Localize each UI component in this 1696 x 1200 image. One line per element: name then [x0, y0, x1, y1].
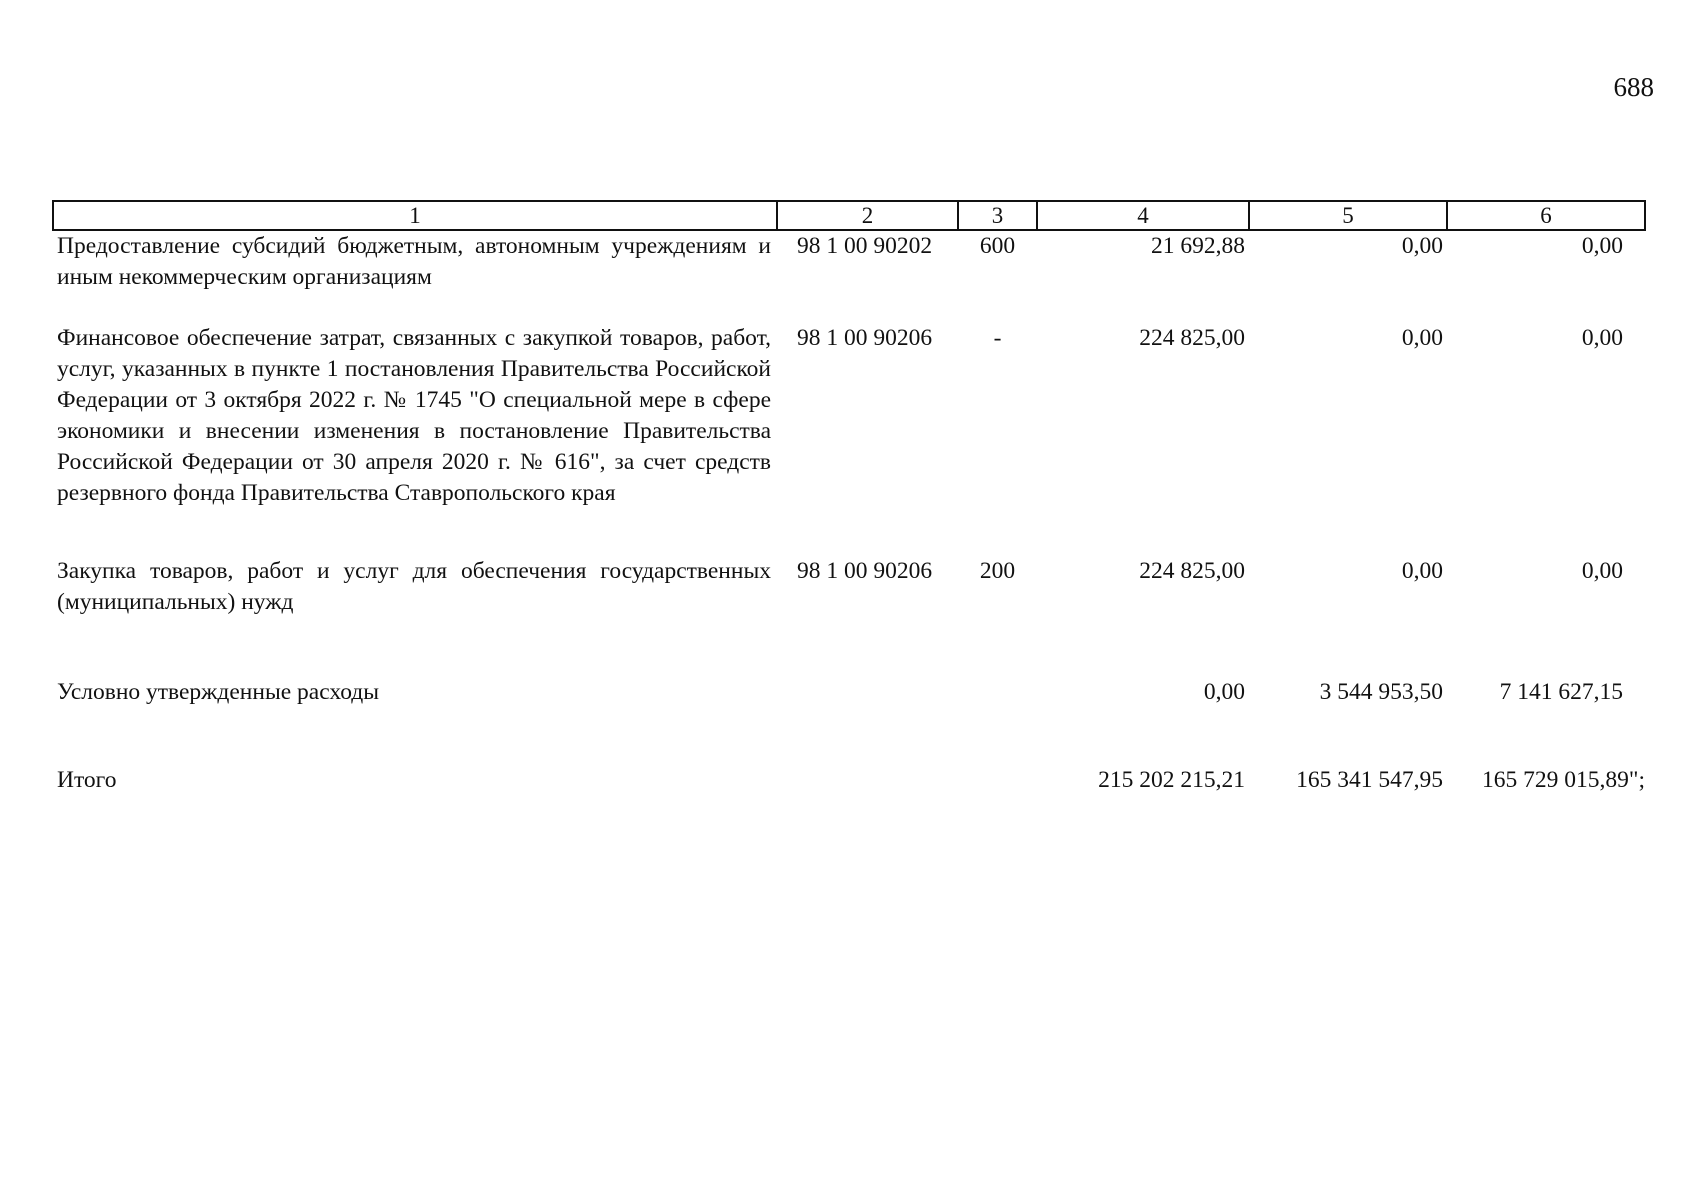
table-row [53, 323, 1645, 556]
table-row [53, 556, 1645, 677]
row-name: Закупка товаров, работ и услуг для обеспечения государственных (муниципальных) нужд [57, 558, 771, 615]
header-col-2: 2 [777, 201, 958, 230]
row-value-4: 21 692,88 [1151, 233, 1245, 259]
header-col-6: 6 [1447, 201, 1645, 230]
header-col-1: 1 [53, 201, 777, 230]
row-code: 98 1 00 90202 [797, 233, 933, 259]
table-row-total [53, 765, 1645, 805]
row-value-4: 224 825,00 [1139, 325, 1245, 351]
row-name: Условно утвержденные расходы [57, 679, 380, 705]
row-value-5: 0,00 [1401, 233, 1443, 259]
page-number: 688 [1613, 72, 1654, 102]
row-type: - [993, 325, 1002, 351]
row-value-5: 0,00 [1401, 325, 1443, 351]
row-value-5: 165 341 547,95 [1296, 767, 1443, 793]
row-value-4: 0,00 [1203, 679, 1245, 705]
row-value-6: 0,00 [1581, 558, 1623, 584]
table-row [53, 677, 1645, 765]
row-code [777, 677, 958, 765]
table-row [53, 230, 1645, 323]
row-name: Финансовое обеспечение затрат, связанных с закупкой товаров, работ, услуг, указанных в пункте 1 постановления Правительства Российской Федерации от 3 октября 2022 г. № 1745 "О специальной мере в сфере экономики и внесении изменения в постановление Правительства Российской Федерации от 30 апреля 2020 г. № 616", за счет средств резервного фонда Правительства Ставропольского края [57, 325, 771, 506]
header-row [53, 201, 1645, 230]
row-value-6: 0,00 [1581, 325, 1623, 351]
row-value-4: 215 202 215,21 [1098, 767, 1245, 793]
table-body [53, 230, 1645, 805]
row-value-4: 224 825,00 [1139, 558, 1245, 584]
header-col-5: 5 [1249, 201, 1447, 230]
row-value-6: 7 141 627,15 [1499, 679, 1623, 705]
row-type: 600 [979, 233, 1016, 259]
row-code [777, 765, 958, 805]
header-col-3: 3 [958, 201, 1037, 230]
row-code: 98 1 00 90206 [797, 325, 933, 351]
row-name: Предоставление субсидий бюджетным, автономным учреждениям и иным некоммерческим организациям [57, 233, 771, 290]
row-value-5: 3 544 953,50 [1319, 679, 1443, 705]
row-name: Итого [57, 767, 117, 793]
row-type: 200 [979, 558, 1016, 584]
header-col-4: 4 [1037, 201, 1249, 230]
budget-table [52, 200, 1646, 805]
row-value-5: 0,00 [1401, 558, 1443, 584]
row-type [958, 677, 1037, 765]
table-header [53, 201, 1645, 230]
row-value-6: 165 729 015,89"; [1482, 767, 1645, 793]
row-code: 98 1 00 90206 [797, 558, 933, 584]
row-value-6: 0,00 [1581, 233, 1623, 259]
row-type [958, 765, 1037, 805]
